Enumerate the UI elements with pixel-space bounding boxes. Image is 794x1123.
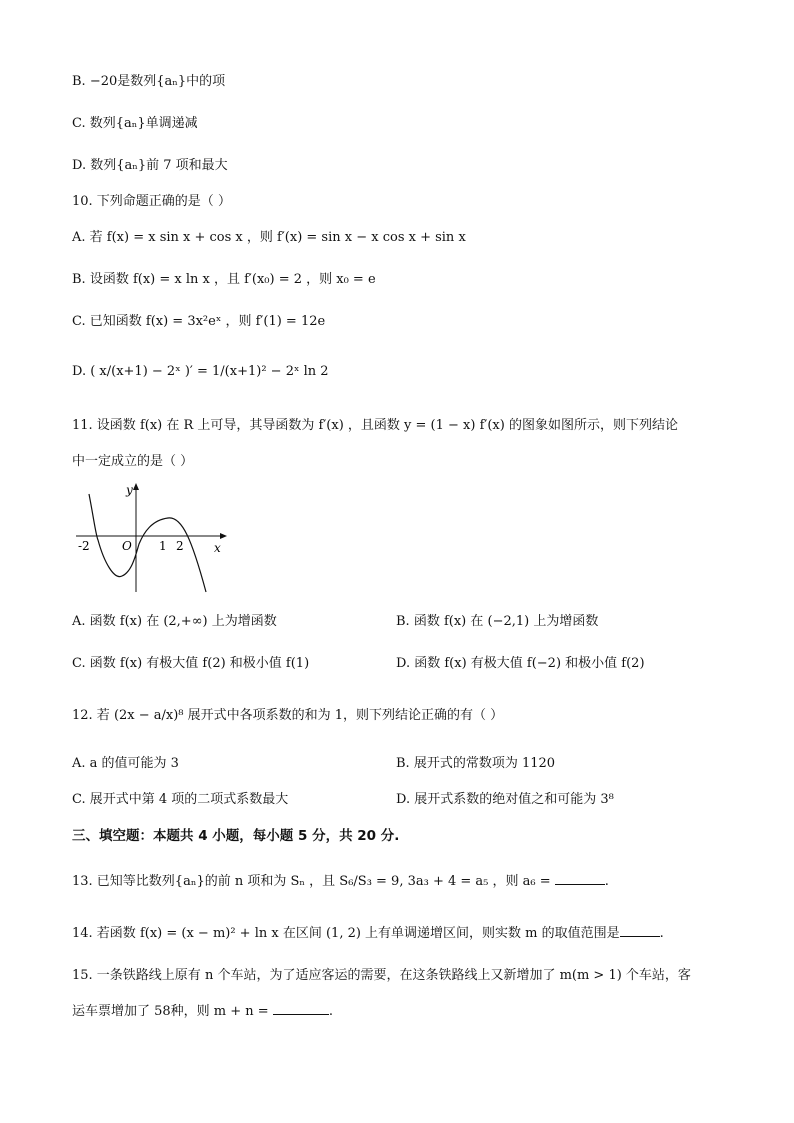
q11-option-a: A. 函数 f(x) 在 (2,+∞) 上为增函数 <box>72 614 277 629</box>
q12-option-b: B. 展开式的常数项为 1120 <box>396 756 556 771</box>
q11-stem-line2: 中一定成立的是（ ） <box>72 454 194 469</box>
q10-option-b: B. 设函数 f(x) = x ln x ，且 f′(x₀) = 2 ，则 x₀ = e <box>72 272 376 287</box>
tick-label-neg2: -2 <box>78 539 90 553</box>
q12-option-c: C. 展开式中第 4 项的二项式系数最大 <box>72 792 289 807</box>
q12-option-d: D. 展开式系数的绝对值之和可能为 3⁸ <box>396 792 614 807</box>
q15-answer-blank[interactable] <box>273 1002 329 1015</box>
q10-option-c: C. 已知函数 f(x) = 3x²eˣ ，则 f′(1) = 12e <box>72 314 326 329</box>
q14 <box>72 924 664 944</box>
q10-stem: 10. 下列命题正确的是（ ） <box>72 194 231 209</box>
section-heading: 三、填空题：本题共 4 小题，每小题 5 分，共 20 分. <box>72 828 400 844</box>
q12-stem: 12. 若 (2x − a/x)⁸ 展开式中各项系数的和为 1，则下列结论正确的有（ ） <box>72 708 504 723</box>
q14-text: 14. 若函数 f(x) = (x − m)² + ln x 在区间 (1, 2) 上有单调递增区间，则实数 m 的取值范围是 <box>72 926 620 941</box>
q15-line2: 运车票增加了 58种，则 m + n = <box>72 1004 273 1019</box>
q9-option-c: C. 数列{aₙ}单调递减 <box>72 116 198 131</box>
y-axis-label: y <box>126 483 133 497</box>
q14-end: . <box>659 926 664 941</box>
tick-label-1: 1 <box>159 539 167 553</box>
q11-stem-line1: 11. 设函数 f(x) 在 R 上可导，其导函数为 f′(x) ，且函数 y = (1 − x) f′(x) 的图象如图所示，则下列结论 <box>72 418 678 433</box>
q11-graph <box>72 480 228 596</box>
tick-label-2: 2 <box>176 539 184 553</box>
q12-option-a: A. a 的值可能为 3 <box>72 756 179 771</box>
q11-option-c: C. 函数 f(x) 有极大值 f(2) 和极小值 f(1) <box>72 656 310 671</box>
q9-option-b: B. −20是数列{aₙ}中的项 <box>72 74 226 89</box>
q15-line1: 15. 一条铁路线上原有 n 个车站，为了适应客运的需要，在这条铁路线上又新增加了 m(m > 1) 个车站，客 <box>72 968 691 983</box>
q11-option-d: D. 函数 f(x) 有极大值 f(−2) 和极小值 f(2) <box>396 656 645 671</box>
q13-end: . <box>604 874 609 889</box>
y-axis-arrow <box>133 483 139 490</box>
function-curve <box>89 494 206 592</box>
x-axis-arrow <box>220 533 227 539</box>
q14-answer-blank[interactable] <box>620 924 660 937</box>
q15-line2-wrap <box>72 1002 333 1022</box>
q10-option-d: D. ( x/(x+1) − 2ˣ )′ = 1/(x+1)² − 2ˣ ln 2 <box>72 364 329 379</box>
q13-answer-blank[interactable] <box>555 872 605 885</box>
q11-option-b: B. 函数 f(x) 在 (−2,1) 上为增函数 <box>396 614 599 629</box>
q15-end: . <box>328 1004 333 1019</box>
q13 <box>72 872 609 892</box>
x-axis-label: x <box>214 541 221 555</box>
q13-text: 13. 已知等比数列{aₙ}的前 n 项和为 Sₙ ，且 S₆/S₃ = 9, 3a₃ + 4 = a₅ ，则 a₆ = <box>72 874 555 889</box>
origin-label: O <box>122 539 132 553</box>
q10-option-a: A. 若 f(x) = x sin x + cos x ，则 f′(x) = sin x − x cos x + sin x <box>72 230 466 245</box>
q9-option-d: D. 数列{aₙ}前 7 项和最大 <box>72 158 228 173</box>
